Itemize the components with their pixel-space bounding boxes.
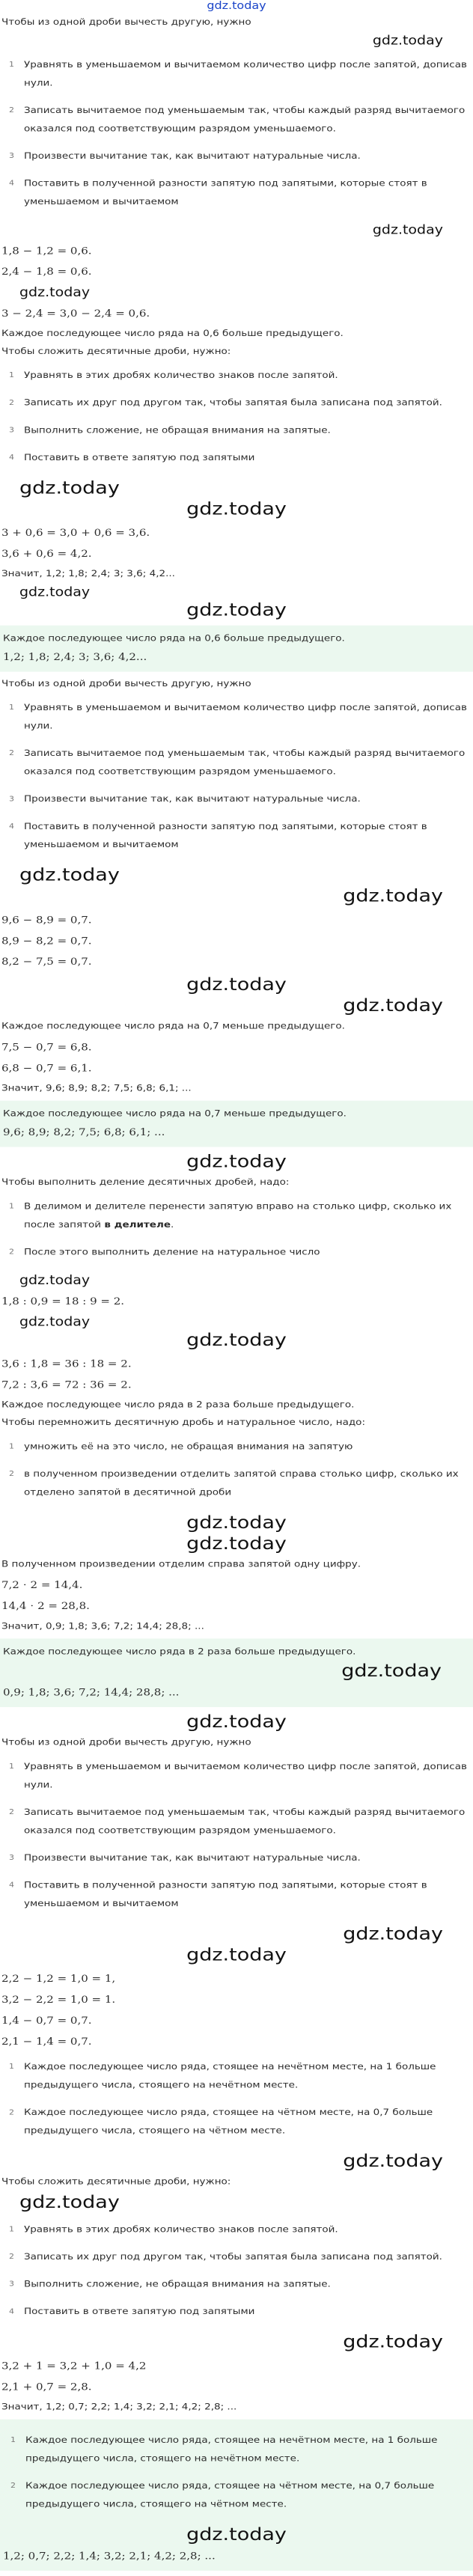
list-item-text: Выполнить сложение, не обращая внимания на запятые. [24, 424, 331, 436]
math-line: 7,5 − 0,7 = 6,8. [1, 1041, 92, 1053]
numbered-list [0, 1435, 473, 1508]
list-item [0, 742, 473, 787]
paragraph: Каждое последующее число ряда на 0,7 меньше предыдущего. [1, 1021, 345, 1032]
list-number: 4 [9, 179, 14, 188]
list-item [0, 1801, 473, 1846]
list-item [1, 2474, 472, 2520]
list-item [0, 2300, 473, 2328]
math-line: 3 − 2,4 = 3,0 − 2,4 = 0,6. [1, 307, 150, 320]
list-item-text: Каждое последующее число ряда, стоящее на нечётном месте, на 1 больше предыдущего числа, стоящего на нечётном месте. [25, 2435, 438, 2464]
answer-box [0, 1101, 473, 1147]
list-item [0, 99, 473, 144]
list-item [0, 364, 473, 391]
list-number: 1 [9, 703, 14, 712]
list-item-text: умножить её на это число, не обращая внимания на запятую [24, 1441, 353, 1452]
list-item [0, 1755, 473, 1801]
list-item [0, 696, 473, 742]
watermark: gdz.today [343, 2151, 443, 2172]
paragraph: Каждое последующее число ряда в 2 раза больше предыдущего. [1, 1400, 355, 1411]
watermark: gdz.today [19, 864, 120, 885]
list-item [0, 171, 473, 217]
list-number: 2 [9, 1247, 14, 1257]
list-item [0, 2218, 473, 2245]
paragraph: Чтобы сложить десятичные дроби, нужно: [1, 346, 231, 357]
watermark: gdz.today [343, 2331, 443, 2352]
watermark: gdz.today [186, 2524, 287, 2545]
list-item [0, 446, 473, 474]
paragraph: Чтобы из одной дроби вычесть другую, нужно [1, 16, 251, 28]
list-item-text: Каждое последующее число ряда, стоящее на чётном месте, на 0,7 больше предыдущего числа, стоящего на чётном месте. [24, 2107, 433, 2137]
site-logo: gdz.today [207, 0, 266, 12]
list-number: 1 [9, 370, 14, 379]
list-item-text: Поставить в полученной разности запятую под запятыми, которые стоят в уменьшаемом и вычитаемом [24, 821, 427, 850]
watermark: gdz.today [19, 285, 91, 300]
list-item-text: Произвести вычитание так, как вычитают натуральные числа. [24, 1852, 361, 1864]
numbered-list [0, 1194, 473, 1268]
list-item [0, 1462, 473, 1508]
list-item-text: Уравнять в этих дробях количество знаков после запятой. [24, 2224, 338, 2235]
paragraph: Чтобы из одной дроби вычесть другую, нужно [1, 678, 251, 689]
list-number: 3 [9, 425, 14, 435]
watermark: gdz.today [19, 585, 91, 599]
paragraph: Значит, 9,6; 8,9; 8,2; 7,5; 6,8; 6,1; ... [1, 1083, 192, 1094]
watermark: gdz.today [186, 599, 287, 620]
numbered-list [0, 2055, 473, 2146]
list-item-text: в полученном произведении отделить запятой справа столько цифр, сколько их отделено запятой в десятичной дроби [24, 1468, 459, 1498]
list-number: 3 [9, 794, 14, 803]
paragraph: Значит, 1,2; 0,7; 2,2; 1,4; 3,2; 2,1; 4,2; 2,8; ... [1, 2402, 237, 2413]
paragraph: Каждое последующее число ряда в 2 раза больше предыдущего. [3, 1646, 356, 1657]
list-item-text: Записать вычитаемое под уменьшаемым так, чтобы каждый разряд вычитаемого оказался под соответствующим разрядом уменьшаемого. [24, 105, 466, 134]
bold-text: в делителе [104, 1219, 171, 1230]
list-item-text: Записать их друг под другом так, чтобы запятая была записана под запятой. [24, 2251, 442, 2262]
list-item [0, 144, 473, 172]
math-line: 9,6; 8,9; 8,2; 7,5; 6,8; 6,1; ... [3, 1126, 165, 1138]
list-item-text: Произвести вычитание так, как вычитают натуральные числа. [24, 150, 361, 162]
watermark: gdz.today [186, 1329, 287, 1350]
watermark: gdz.today [19, 1272, 91, 1288]
watermark: gdz.today [372, 33, 443, 48]
list-item [0, 2055, 473, 2101]
list-item-text: Уравнять в уменьшаемом и вычитаемом количество цифр после запятой, дописав нули. [24, 1761, 467, 1790]
list-number: 2 [9, 748, 14, 757]
watermark: gdz.today [19, 1314, 91, 1329]
watermark: gdz.today [186, 1712, 287, 1733]
paragraph: В полученном произведении отделим справа запятой одну цифру. [1, 1558, 361, 1569]
list-item [0, 418, 473, 446]
math-line: 3 + 0,6 = 3,0 + 0,6 = 3,6. [1, 526, 150, 539]
list-item [0, 2245, 473, 2273]
list-number: 2 [9, 2252, 14, 2261]
numbered-list [0, 53, 473, 218]
list-item-text: Поставить в полученной разности запятую под запятыми, которые стоят в уменьшаемом и вычитаемом [24, 1880, 427, 1909]
list-number: 3 [9, 151, 14, 160]
list-item [0, 787, 473, 815]
list-number: 2 [9, 106, 14, 115]
list-item [0, 1194, 473, 1240]
list-number: 2 [9, 1807, 14, 1816]
list-item-text: Поставить в ответе запятую под запятыми [24, 2306, 255, 2317]
list-number: 1 [9, 1441, 14, 1451]
watermark: gdz.today [186, 1944, 287, 1965]
math-line: 8,2 − 7,5 = 0,7. [1, 956, 92, 968]
list-item-text: Записать вычитаемое под уменьшаемым так, чтобы каждый разряд вычитаемого оказался под соответствующим разрядом уменьшаемого. [24, 748, 466, 778]
list-number: 2 [9, 2108, 14, 2116]
list-number: 3 [9, 1853, 14, 1862]
paragraph: Чтобы из одной дроби вычесть другую, нужно [1, 1737, 251, 1748]
math-line: 7,2 ⋅ 2 = 14,4. [1, 1579, 83, 1591]
math-line: 7,2 : 3,6 = 72 : 36 = 2. [1, 1379, 132, 1391]
list-item-text: Выполнить сложение, не обращая внимания на запятые. [24, 2279, 331, 2290]
list-number: 1 [9, 1201, 14, 1211]
list-number: 4 [9, 822, 14, 831]
list-item [0, 2101, 473, 2146]
list-item [1, 2429, 472, 2474]
math-line: 0,9; 1,8; 3,6; 7,2; 14,4; 28,8; ... [3, 1686, 180, 1698]
watermark: gdz.today [341, 1661, 442, 1682]
list-item [0, 1435, 473, 1462]
paragraph: Чтобы сложить десятичные дроби, нужно: [1, 2176, 231, 2188]
list-number: 2 [9, 1469, 14, 1478]
math-line: 2,2 − 1,2 = 1,0 = 1, [1, 1973, 116, 1985]
math-line: 1,2; 0,7; 2,2; 1,4; 3,2; 2,1; 4,2; 2,8; ... [3, 2550, 216, 2562]
list-item-text: В делимом и делителе перенести запятую вправо на столько цифр, сколько их после запятой в делителе. [24, 1200, 452, 1230]
paragraph: Значит, 0,9; 1,8; 3,6; 7,2; 14,4; 28,8; ... [1, 1620, 204, 1632]
watermark: gdz.today [372, 222, 443, 237]
list-item [0, 2272, 473, 2300]
math-line: 2,1 − 1,4 = 0,7. [1, 2035, 92, 2048]
math-line: 1,8 − 1,2 = 0,6. [1, 245, 92, 257]
list-item [0, 391, 473, 418]
numbered-list [0, 696, 473, 861]
numbered-list [1, 2429, 472, 2520]
math-line: 6,8 − 0,7 = 6,1. [1, 1062, 92, 1074]
list-item-text: Поставить в полученной разности запятую под запятыми, которые стоят в уменьшаемом и вычитаемом [24, 178, 427, 207]
list-number: 3 [9, 2279, 14, 2289]
list-number: 2 [9, 398, 14, 407]
list-item-text: После этого выполнить деление на натуральное число [24, 1247, 320, 1258]
math-line: 3,2 + 1 = 3,2 + 1,0 = 4,2 [1, 2360, 147, 2372]
watermark: gdz.today [343, 885, 443, 906]
list-item-text: Каждое последующее число ряда, стоящее на чётном месте, на 0,7 больше предыдущего числа, стоящего на чётном месте. [25, 2480, 435, 2510]
answer-box [0, 1638, 473, 1707]
paragraph: Каждое последующее число ряда на 0,6 больше предыдущего. [1, 328, 344, 339]
paragraph: Чтобы перемножить десятичную дробь и натуральное число, надо: [1, 1417, 365, 1428]
list-item [0, 1873, 473, 1919]
numbered-list [0, 364, 473, 474]
paragraph: Значит, 1,2; 1,8; 2,4; 3; 3,6; 4,2... [1, 568, 175, 579]
list-number: 1 [9, 1762, 14, 1771]
math-line: 1,8 : 0,9 = 18 : 9 = 2. [1, 1295, 125, 1307]
paragraph: Чтобы выполнить деление десятичных дробей, надо: [1, 1176, 290, 1188]
answer-box [0, 2420, 473, 2571]
list-item-text: Поставить в ответе запятую под запятыми [24, 452, 255, 463]
math-line: 3,6 : 1,8 = 36 : 18 = 2. [1, 1358, 132, 1370]
numbered-list [0, 1755, 473, 1920]
watermark: gdz.today [186, 498, 287, 519]
watermark: gdz.today [343, 1923, 443, 1944]
list-number: 1 [9, 2062, 14, 2071]
math-line: 8,9 − 8,2 = 0,7. [1, 935, 92, 947]
list-item-text: Записать их друг под другом так, чтобы запятая была записана под запятой. [24, 397, 442, 409]
list-item [0, 53, 473, 99]
list-number: 1 [10, 2435, 16, 2444]
watermark: gdz.today [186, 974, 287, 995]
list-item-text: Каждое последующее число ряда, стоящее на нечётном месте, на 1 больше предыдущего числа, стоящего на нечётном месте. [24, 2061, 436, 2091]
watermark: gdz.today [19, 477, 120, 498]
watermark: gdz.today [343, 995, 443, 1016]
list-item-text: Уравнять в уменьшаемом и вычитаемом количество цифр после запятой, дописав нули. [24, 59, 467, 88]
watermark: gdz.today [186, 1513, 287, 1533]
paragraph: Каждое последующее число ряда на 0,6 больше предыдущего. [3, 633, 345, 644]
list-item-text: Произвести вычитание так, как вычитают натуральные числа. [24, 793, 361, 805]
math-line: 3,6 + 0,6 = 4,2. [1, 547, 92, 560]
list-item-text: Записать вычитаемое под уменьшаемым так, чтобы каждый разряд вычитаемого оказался под соответствующим разрядом уменьшаемого. [24, 1807, 466, 1836]
watermark: gdz.today [186, 1533, 287, 1554]
list-number: 4 [9, 453, 14, 462]
watermark: gdz.today [19, 2192, 120, 2213]
answer-box [0, 626, 473, 672]
list-item [0, 815, 473, 861]
list-number: 1 [9, 2224, 14, 2234]
list-item-text: Уравнять в уменьшаемом и вычитаемом количество цифр после запятой, дописав нули. [24, 702, 467, 731]
math-line: 14,4 ⋅ 2 = 28,8. [1, 1599, 90, 1612]
list-item-text: Уравнять в этих дробях количество знаков после запятой. [24, 370, 338, 381]
math-line: 1,4 − 0,7 = 0,7. [1, 2014, 92, 2027]
watermark: gdz.today [186, 1151, 287, 1172]
math-line: 3,2 − 2,2 = 1,0 = 1. [1, 1993, 116, 2006]
list-item [0, 1846, 473, 1874]
math-line: 1,2; 1,8; 2,4; 3; 3,6; 4,2... [3, 650, 147, 663]
list-item [0, 1240, 473, 1268]
list-number: 4 [9, 1881, 14, 1890]
math-line: 2,1 + 0,7 = 2,8. [1, 2381, 92, 2393]
math-line: 9,6 − 8,9 = 0,7. [1, 914, 92, 926]
list-number: 4 [9, 2307, 14, 2316]
numbered-list [0, 2218, 473, 2328]
list-number: 2 [10, 2481, 16, 2490]
math-line: 2,4 − 1,8 = 0,6. [1, 266, 92, 278]
paragraph: Каждое последующее число ряда на 0,7 меньше предыдущего. [3, 1108, 347, 1120]
list-number: 1 [9, 60, 14, 69]
